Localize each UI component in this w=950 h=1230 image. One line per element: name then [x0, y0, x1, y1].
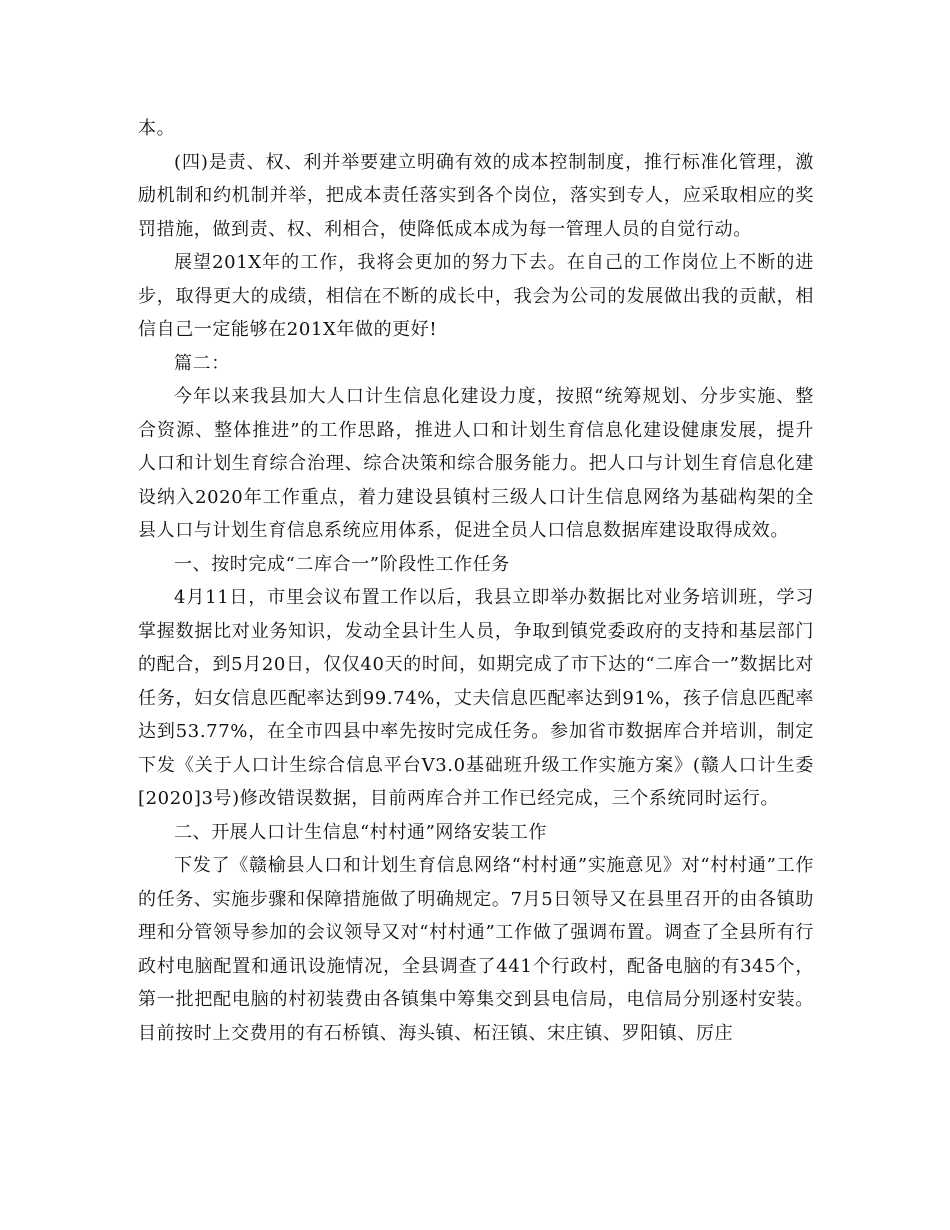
- document-body: [138, 112, 814, 1050]
- paragraph-outlook: 展望201X年的工作，我将会更加的努力下去。在自己的工作岗位上不断的进步，取得更大的成绩，相信在不断的成长中，我会为公司的发展做出我的贡献，相信自己一定能够在201X年做的更好!: [138, 252, 814, 340]
- paragraph-intro: 今年以来我县加大人口计生信息化建设力度，按照“统筹规划、分步实施、整合资源、整体推进”的工作思路，推进人口和计划生育信息化建设健康发展，提升人口和计划生育综合治理、综合决策和综合服务能力。把人口与计划生育信息化建设纳入2020年工作重点，着力建设县镇村三级人口计生信息网络为基础构架的全县人口与计划生育信息系统应用体系，促进全员人口信息数据库建设取得成效。: [138, 386, 814, 541]
- section-heading-two: 二、开展人口计生信息“村村通”网络安装工作: [174, 821, 548, 843]
- section-heading-one: 一、按时完成“二库合一”阶段性工作任务: [174, 553, 510, 575]
- paragraph-cost-control: (四)是责、权、利并举要建立明确有效的成本控制制度，推行标准化管理，激励机制和约机制并举，把成本责任落实到各个岗位，落实到专人，应采取相应的奖罚措施，做到责、权、利相合，使降低成本成为每一管理人员的自觉行动。: [138, 151, 814, 240]
- paragraph-section-one: 4月11日，市里会议布置工作以后，我县立即举办数据比对业务培训班，学习掌握数据比对业务知识，发动全县计生人员，争取到镇党委政府的支持和基层部门的配合，到5月20日，仅仅40天的时间，如期完成了市下达的“二库合一”数据比对任务，妇女信息匹配率达到99.74%，丈夫信息匹配率达到91%，孩子信息匹配率达到53.77%，在全市四县中率先按时完成任务。参加省市数据库合并培训，制定下发《关于人口计生综合信息平台V3.0基础班升级工作实施方案》(赣人口计生委[2020]3号)修改错误数据，目前两库合并工作已经完成，三个系统同时运行。: [138, 587, 814, 809]
- paragraph-continuation: 本。: [138, 118, 176, 139]
- section-heading-part-two: 篇二：: [174, 352, 230, 374]
- paragraph-section-two: 下发了《赣榆县人口和计划生育信息网络“村村通”实施意见》对“村村通”工作的任务、实施步骤和保障措施做了明确规定。7月5日领导又在县里召开的由各镇助理和分管领导参加的会议领导又对“村村通”工作做了强调布置。调查了全县所有行政村电脑配置和通讯设施情况，全县调查了441个行政村，配备电脑的有345个，第一批把配电脑的村初装费由各镇集中筹集交到县电信局，电信局分别逐村安装。目前按时上交费用的有石桥镇、海头镇、柘汪镇、宋庄镇、罗阳镇、厉庄: [138, 855, 814, 1044]
